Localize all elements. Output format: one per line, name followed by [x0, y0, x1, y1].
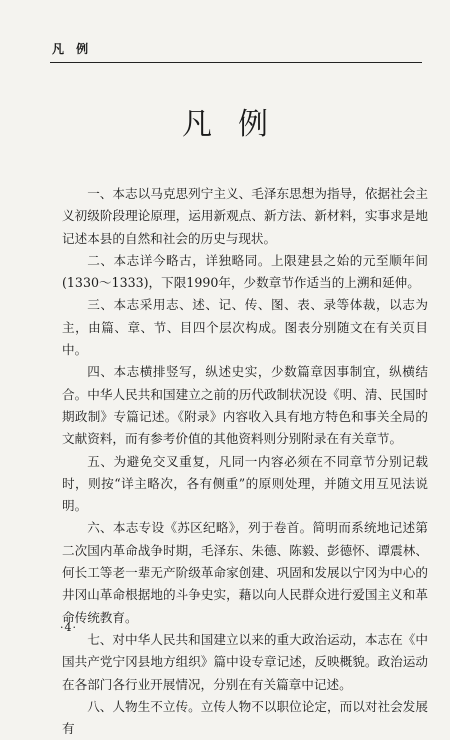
running-header: 凡 例 [52, 42, 93, 56]
paragraph-7: 七、对中华人民共和国建立以来的重大政治运动，本志在《中国共产党宁冈县地方组织》篇中设专章记述，反映概貌。政治运动在各部门各行业开展情况，分别在有关篇章中记述。 [62, 631, 428, 692]
paragraph-6: 六、本志专设《苏区纪略》，列于卷首。简明而系统地记述第二次国内革命战争时期，毛泽东、朱德、陈毅、彭德怀、谭震林、何长工等老一辈无产阶级革命家创建、巩固和发展以宁冈为中心的井冈山革命根据地的斗争史实，藉以向人民群众进行爱国主义和革命传统教育。 [62, 520, 428, 625]
paragraph-1: 一、本志以马克思列宁主义、毛泽东思想为指导，依据社会主义初级阶段理论原理，运用新观点、新方法、新材料，实事求是地记述本县的自然和社会的历史与现状。 [62, 186, 428, 246]
page-number: ·4· [60, 621, 77, 634]
paragraph-8: 八、人物生不立传。立传人物不以职位论定，而以对社会发展有 [62, 698, 428, 737]
paragraph-5: 五、为避免交叉重复，凡同一内容必须在不同章节分别记载时，则按“详主略次，各有侧重”的原则处理，并随文用互见法说明。 [62, 453, 428, 514]
paragraph-2: 二、本志详今略古，详独略同。上限建县之始的元至顺年间(1330～1333)，下限1990年，少数章节作适当的上溯和延伸。 [62, 252, 428, 291]
paragraph-4: 四、本志横排竖写，纵述史实，少数篇章因事制宜，纵横结合。中华人民共和国建立之前的历代政制状况设《明、清、民国时期政制》专篇记述。《附录》内容收入具有地方特色和事关全局的文献资料，而有参考价值的其他资料则分别附录在有关章节。 [62, 364, 428, 447]
body-text [62, 183, 428, 740]
header-rule [50, 62, 422, 63]
paragraph-3: 三、本志采用志、述、记、传、图、表、录等体裁，以志为主，由篇、章、节、目四个层次构成。图表分别随文在有关页目中。 [62, 297, 428, 358]
page-title: 凡例 [182, 107, 294, 142]
